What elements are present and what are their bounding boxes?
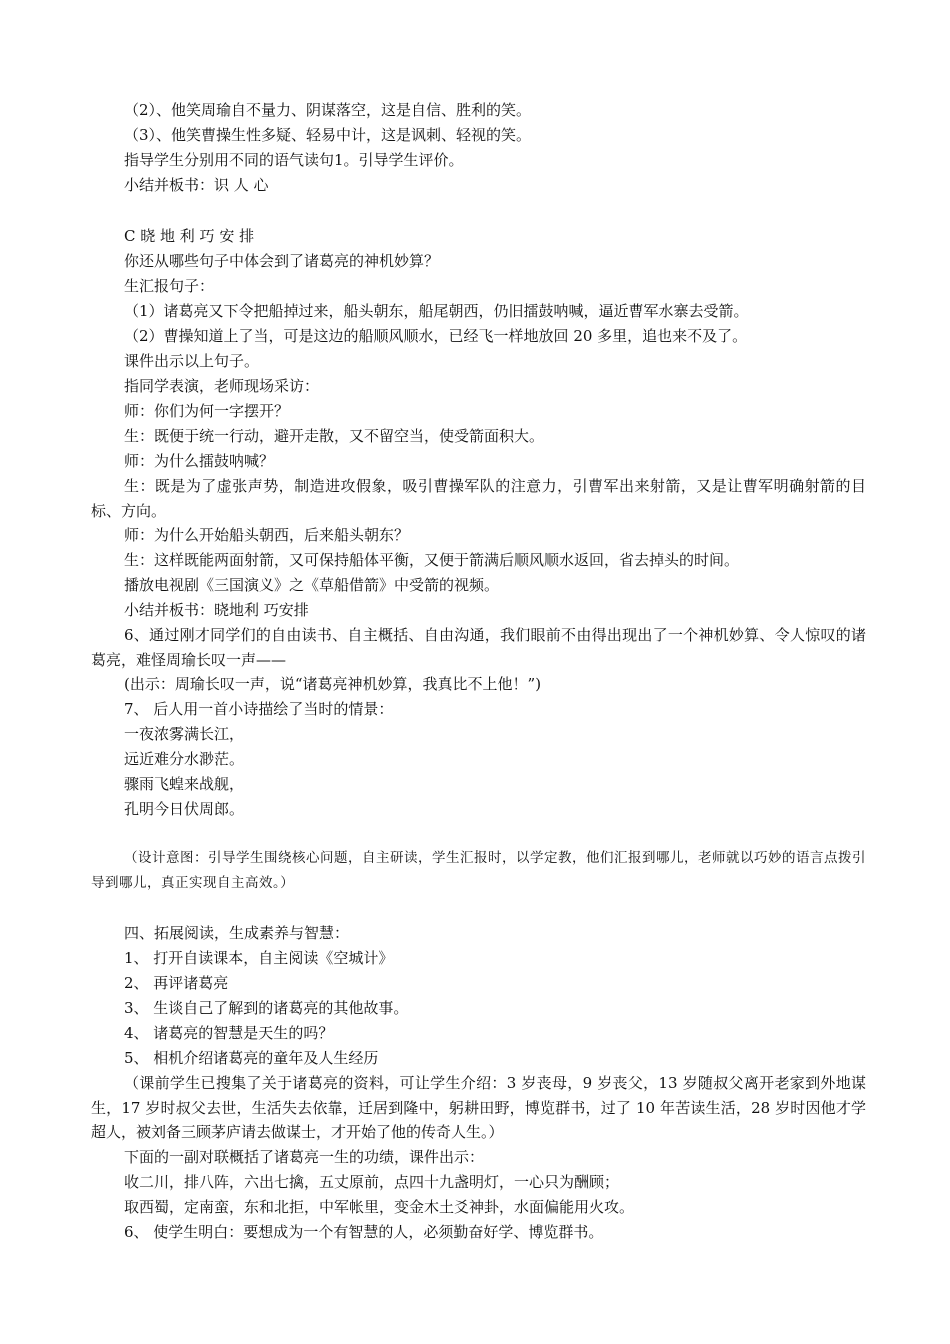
text-line: 生：既便于统一行动，避开走散，又不留空当，使受箭面积大。 xyxy=(124,427,545,445)
paragraph: （课前学生已搜集了关于诸葛亮的资料，可让学生介绍：3 岁丧母，9 岁丧父，13 岁随叔父离开老家到外地谋生，17 岁时叔父去世，生活失去依靠，迁居到隆中，躬耕田野，博览群书，过了 10 年苦读生活，28 岁时因他才学超人，被刘备三顾茅庐请去做谋士，才开始了他的传奇人生。） xyxy=(91,1074,866,1141)
text-line: （3）、他笑曹操生性多疑、轻易中计，这是讽刺、轻视的笑。 xyxy=(124,126,532,144)
poem-line: 一夜浓雾满长江， xyxy=(124,725,245,743)
section-heading: C 晓 地 利 巧 安 排 xyxy=(124,227,255,245)
text-line: 师：为什么擂鼓呐喊？ xyxy=(124,452,275,470)
text-line: 指导学生分别用不同的语气读句1。引导学生评价。 xyxy=(124,151,464,169)
list-item: 4、 诸葛亮的智慧是天生的吗？ xyxy=(124,1024,334,1042)
text-line: 师：为什么开始船头朝西，后来船头朝东？ xyxy=(124,526,410,544)
text-line: 生：这样既能两面射箭，又可保持船体平衡，又便于箭满后顺风顺水返回，省去掉头的时间。 xyxy=(124,551,740,569)
poem-line: 远近难分水渺茫。 xyxy=(124,750,245,768)
text-line: 下面的一副对联概括了诸葛亮一生的功绩，课件出示： xyxy=(124,1148,485,1166)
couplet-line: 收二川，排八阵，六出七擒，五丈原前，点四十九盏明灯，一心只为酬顾； xyxy=(124,1173,620,1191)
text-line: （2）、他笑周瑜自不量力、阴谋落空，这是自信、胜利的笑。 xyxy=(124,101,532,119)
text-line: 课件出示以上句子。 xyxy=(124,352,260,370)
list-item: 2、 再评诸葛亮 xyxy=(124,974,229,992)
text-line: 指同学表演，老师现场采访： xyxy=(124,377,320,395)
paragraph: 6、通过刚才同学们的自由读书、自主概括、自由沟通，我们眼前不由得出现出了一个神机妙算、令人惊叹的诸葛亮，难怪周瑜长叹一声—— xyxy=(91,626,866,669)
text-line: 师：你们为何一字摆开？ xyxy=(124,402,290,420)
text-line: 生汇报句子： xyxy=(124,277,215,295)
section-heading: 四、拓展阅读，生成素养与智慧： xyxy=(124,924,350,942)
text-line: 小结并板书：识 人 心 xyxy=(124,176,269,194)
list-item: 3、 生谈自己了解到的诸葛亮的其他故事。 xyxy=(124,999,409,1017)
text-line: 小结并板书：晓地利 巧安排 xyxy=(124,601,309,619)
text-line: 7、 后人用一首小诗描绘了当时的情景： xyxy=(124,700,394,718)
list-item: 6、 使学生明白：要想成为一个有智慧的人，必须勤奋好学、博览群书。 xyxy=(124,1223,604,1241)
text-line: （1）诸葛亮又下令把船掉过来，船头朝东，船尾朝西，仍旧擂鼓呐喊，逼近曹军水寨去受箭。 xyxy=(124,302,749,320)
design-note: （设计意图：引导学生围绕核心问题，自主研读，学生汇报时，以学定教，他们汇报到哪儿，老师就以巧妙的语言点拨引导到哪儿，真正实现自主高效。） xyxy=(91,850,866,891)
couplet-line: 取西蜀，定南蛮，东和北拒，中军帐里，变金木土爻神卦，水面偏能用火攻。 xyxy=(124,1198,635,1216)
text-line: 播放电视剧《三国演义》之《草船借箭》中受箭的视频。 xyxy=(124,576,500,594)
poem-line: 孔明今日伏周郎。 xyxy=(124,800,245,818)
list-item: 5、 相机介绍诸葛亮的童年及人生经历 xyxy=(124,1049,379,1067)
list-item: 1、 打开自读课本，自主阅读《空城计》 xyxy=(124,949,394,967)
poem-line: 骤雨飞蝗来战舰， xyxy=(124,775,245,793)
text-line: （2）曹操知道上了当，可是这边的船顺风顺水，已经飞一样地放回 20 多里，追也来不及了。 xyxy=(124,327,748,345)
text-line: (出示：周瑜长叹一声，说“诸葛亮神机妙算，我真比不上他！”) xyxy=(124,675,542,693)
text-line: 你还从哪些句子中体会到了诸葛亮的神机妙算？ xyxy=(124,252,440,270)
paragraph: 生：既是为了虚张声势，制造进攻假象，吸引曹操军队的注意力，引曹军出来射箭，又是让曹军明确射箭的目标、方向。 xyxy=(91,477,866,520)
